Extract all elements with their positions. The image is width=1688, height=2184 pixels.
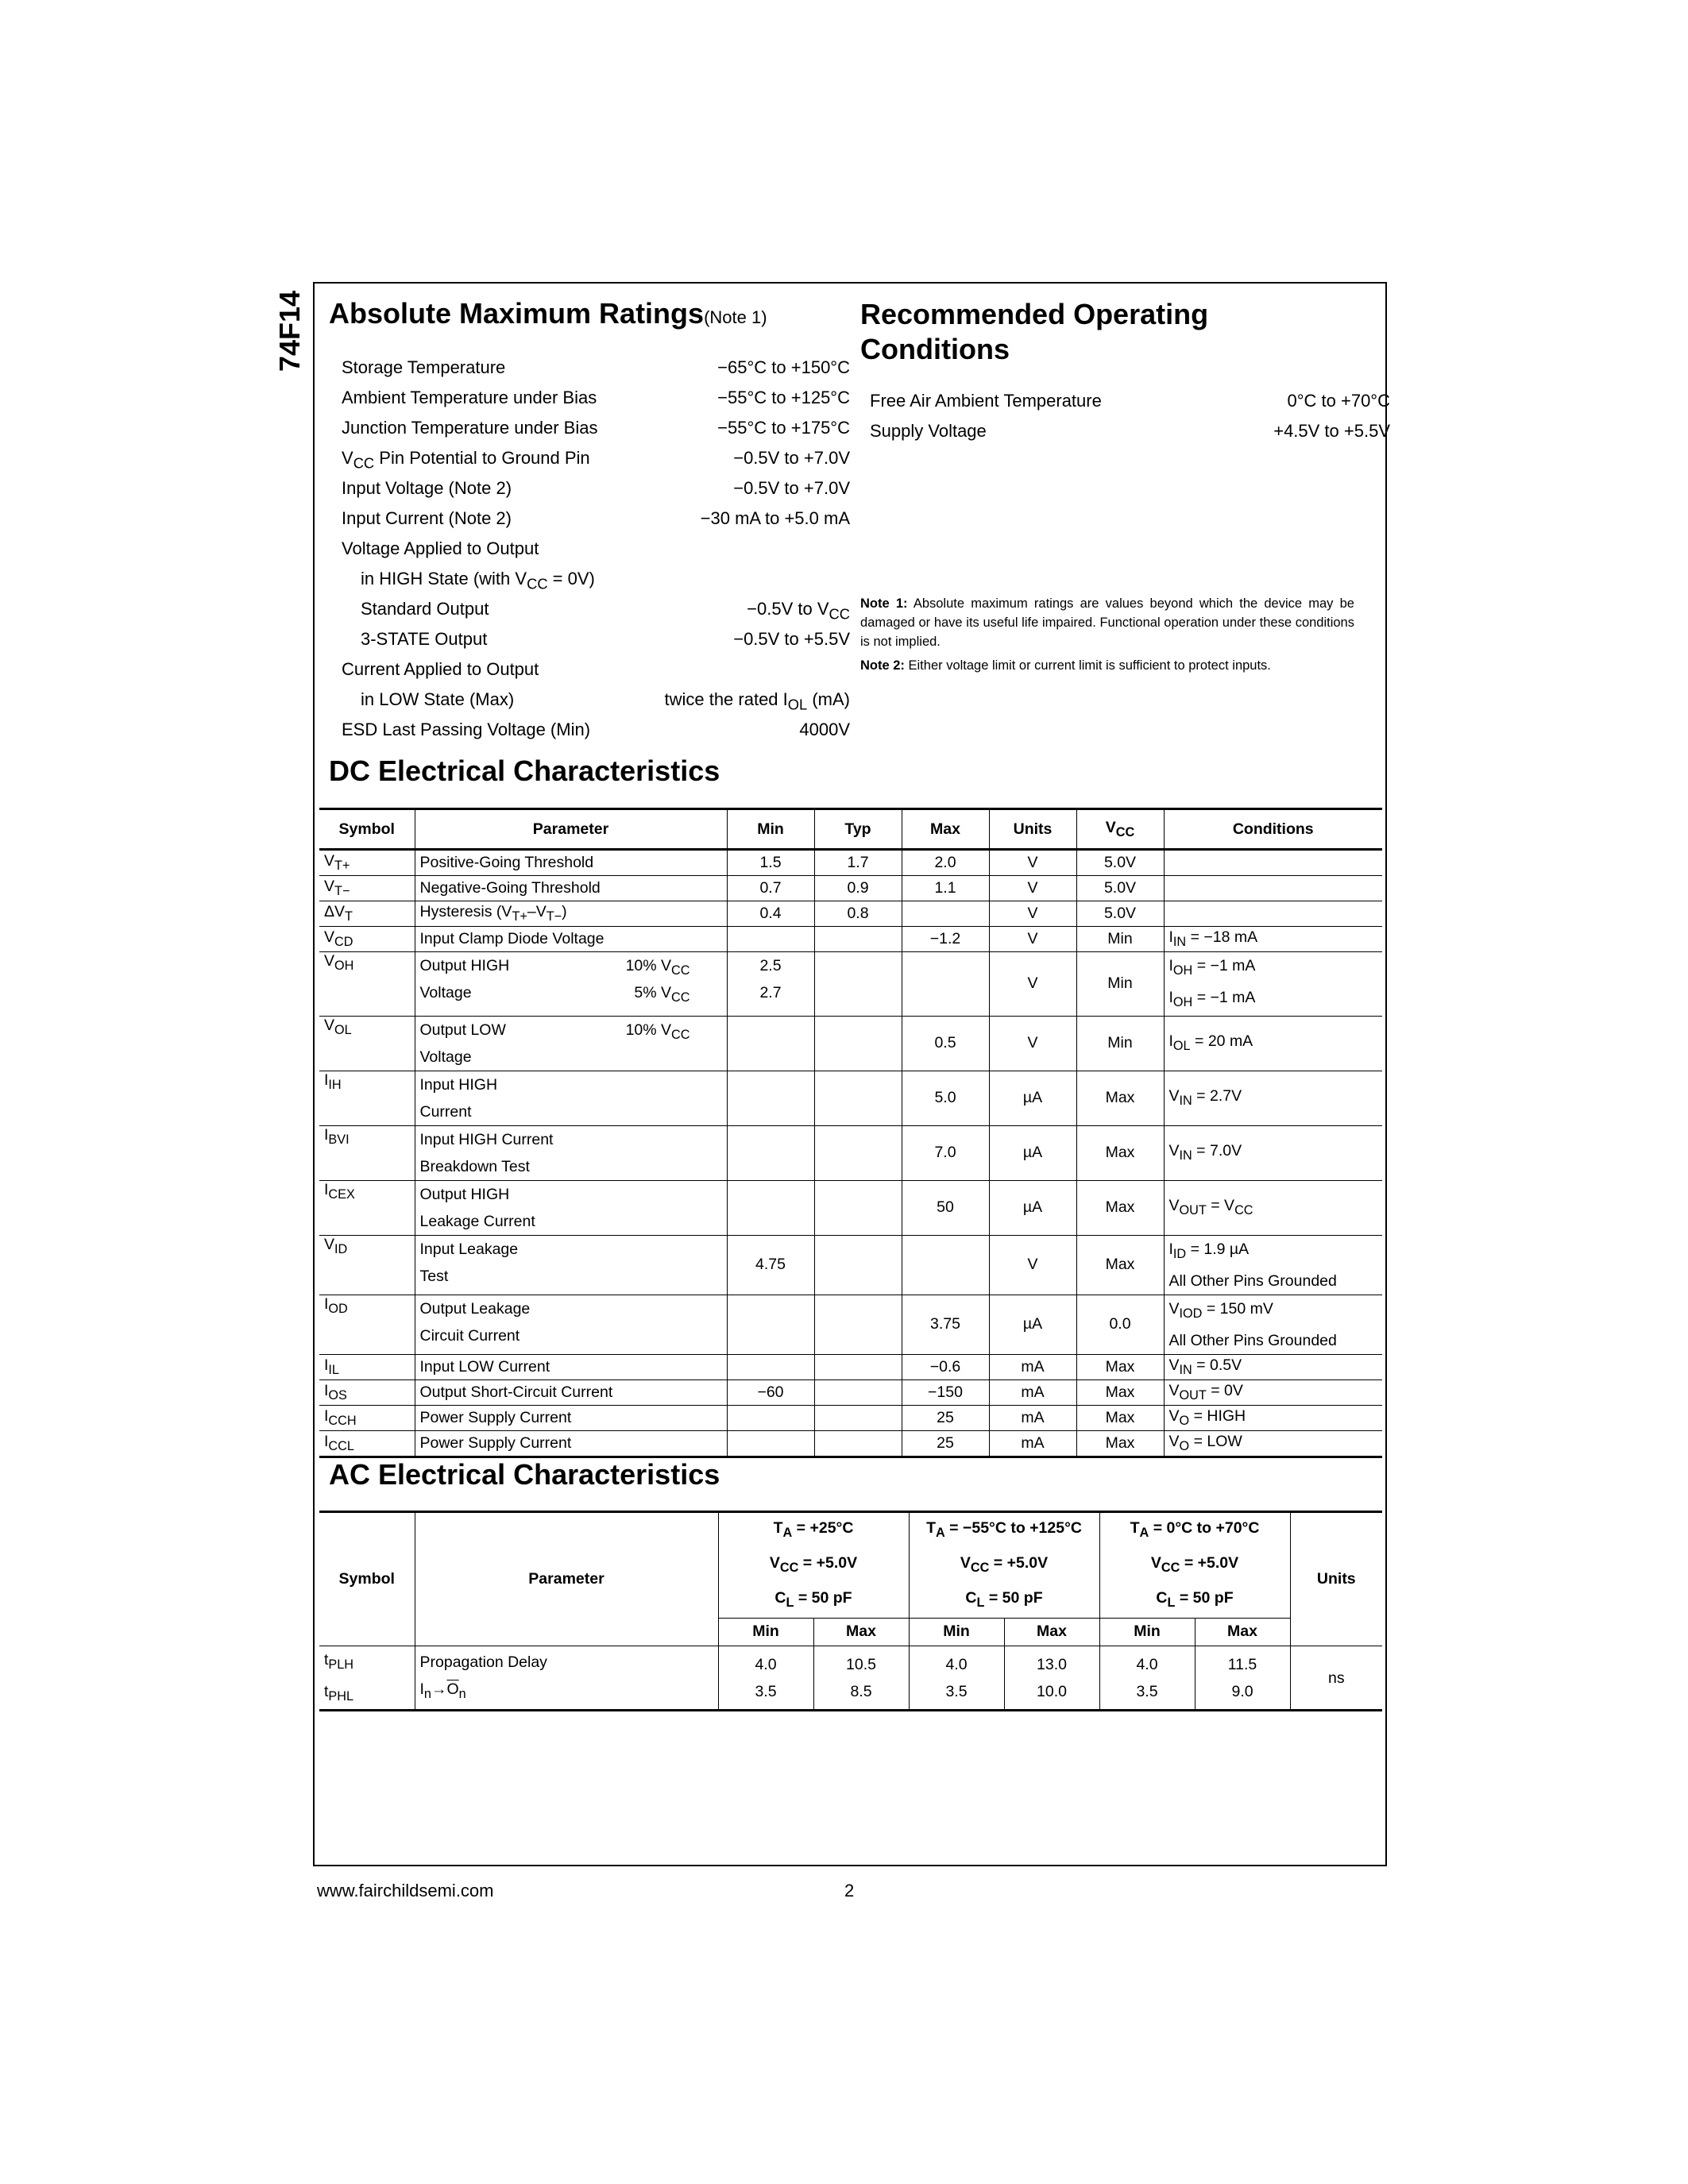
amr-title: Absolute Maximum Ratings(Note 1) (329, 297, 767, 330)
dc-symbol: $I_{IL}$ (319, 1354, 415, 1379)
dc-typ: 1.7 (814, 850, 902, 876)
dc-units: µA (989, 1295, 1076, 1354)
dc-min: 2.5 2.7 (727, 952, 814, 1017)
dc-header-max: Max (902, 809, 989, 850)
dc-conditions: $I_{OL} = 20$ mA (1164, 1016, 1382, 1071)
ac-header-condition-group: $T_A = -55^\circ C$ to +125°C $V_{CC} = +5.0V$ $C_L = 50$ pF (909, 1512, 1099, 1619)
dc-symbol: $I_{CCL}$ (319, 1430, 415, 1457)
notes (860, 594, 1354, 680)
ac-min-value: 4.0 3.5 (718, 1646, 813, 1711)
dc-typ (814, 1235, 902, 1295)
roc-value: 0°C to +70°C (1287, 391, 1390, 411)
table-row (319, 1180, 1382, 1235)
amr-value: −0.5V to +7.0V (733, 478, 850, 498)
table-row (319, 901, 1382, 927)
ac-header-parameter: Parameter (415, 1512, 718, 1646)
dc-parameter: Input HIGH Current Breakdown Test (415, 1125, 727, 1180)
roc-value: +4.5V to +5.5V (1273, 421, 1390, 441)
dc-max (902, 901, 989, 927)
dc-min: 1.5 (727, 850, 814, 876)
amr-label: Storage Temperature (342, 357, 506, 377)
amr-value: −55°C to +175°C (717, 418, 850, 438)
dc-parameter: Input LOW Current (415, 1354, 727, 1379)
dc-symbol: $V_{CD}$ (319, 927, 415, 952)
dc-typ (814, 1354, 902, 1379)
dc-min (727, 1405, 814, 1430)
dc-header-parameter: Parameter (415, 809, 727, 850)
dc-header-vcc: $V_{CC}$ (1076, 809, 1164, 850)
dc-max: 1.1 (902, 876, 989, 901)
dc-vcc: 5.0V (1076, 901, 1164, 927)
ac-symbol: $t_{PLH}$ $t_{PHL}$ (319, 1646, 415, 1711)
dc-vcc: Max (1076, 1235, 1164, 1295)
dc-symbol: $I_{OS}$ (319, 1379, 415, 1405)
part-number-side-title: 74F14 (273, 290, 306, 372)
ac-parameter: Propagation Delay $I_n\to\overline{O}_n$ (415, 1646, 718, 1711)
dc-units: µA (989, 1071, 1076, 1125)
amr-label: Junction Temperature under Bias (342, 418, 598, 438)
dc-conditions: $I_{ID} = 1.9$ µA All Other Pins Grounded (1164, 1235, 1382, 1295)
amr-label: Input Voltage (Note 2) (342, 478, 512, 498)
dc-typ (814, 927, 902, 952)
dc-conditions (1164, 850, 1382, 876)
dc-parameter: Input Leakage Test (415, 1235, 727, 1295)
dc-conditions (1164, 901, 1382, 927)
ac-header-max: Max (1004, 1618, 1099, 1646)
dc-max: 2.0 (902, 850, 989, 876)
table-row (319, 1125, 1382, 1180)
dc-parameter: Output HIGH Leakage Current (415, 1180, 727, 1235)
dc-max (902, 1235, 989, 1295)
dc-header-conditions: Conditions (1164, 809, 1382, 850)
dc-parameter: Negative-Going Threshold (415, 876, 727, 901)
table-row (319, 1430, 1382, 1457)
amr-value: −0.5V to $V_{CC}$ (747, 599, 850, 623)
dc-vcc: Min (1076, 952, 1164, 1017)
amr-value: twice the rated $I_{OL}$ (mA) (664, 689, 850, 713)
dc-conditions: $V_{OUT} = V_{CC}$ (1164, 1180, 1382, 1235)
dc-max: 0.5 (902, 1016, 989, 1071)
amr-value: 4000V (799, 720, 850, 739)
dc-conditions: $I_{OH} = -1$ mA $I_{OH} = -1$ mA (1164, 952, 1382, 1017)
table-row (319, 927, 1382, 952)
dc-header-row (319, 809, 1382, 850)
amr-label: Standard Output (361, 599, 489, 619)
note-1: Note 1: Absolute maximum ratings are values beyond which the device may be damaged or have its useful life impaired. Functional operation under these conditions is not implied. (860, 596, 1354, 649)
dc-min: 4.75 (727, 1235, 814, 1295)
dc-symbol: $I_{BVI}$ (319, 1125, 415, 1180)
ac-header-symbol: Symbol (319, 1512, 415, 1646)
dc-conditions: $V_{OUT} = 0V$ (1164, 1379, 1382, 1405)
dc-symbol: $V_{OH}$ (319, 952, 415, 1017)
dc-parameter: Output HIGH 10% $V_{CC}$ Voltage 5% $V_{CC}$ (415, 952, 727, 1017)
dc-units: V (989, 1016, 1076, 1071)
amr-label: Ambient Temperature under Bias (342, 388, 597, 407)
ac-header-units: Units (1290, 1512, 1382, 1646)
dc-symbol: $I_{CCH}$ (319, 1405, 415, 1430)
dc-vcc: Max (1076, 1405, 1164, 1430)
amr-value: −55°C to +125°C (717, 388, 850, 407)
dc-conditions: $V_{IN} = 2.7V$ (1164, 1071, 1382, 1125)
dc-units: mA (989, 1354, 1076, 1379)
table-row (319, 1295, 1382, 1354)
dc-typ (814, 1430, 902, 1457)
dc-conditions: $V_O$ = LOW (1164, 1430, 1382, 1457)
ac-title: AC Electrical Characteristics (329, 1458, 720, 1491)
dc-min: −60 (727, 1379, 814, 1405)
dc-min (727, 1430, 814, 1457)
amr-label: 3-STATE Output (361, 629, 488, 649)
dc-symbol: $I_{OD}$ (319, 1295, 415, 1354)
dc-parameter: Output LOW 10% $V_{CC}$ Voltage (415, 1016, 727, 1071)
dc-conditions (1164, 876, 1382, 901)
ac-header-max: Max (813, 1618, 909, 1646)
ac-max-value: 11.5 9.0 (1195, 1646, 1290, 1711)
dc-min (727, 927, 814, 952)
dc-symbol: $V_{T+}$ (319, 850, 415, 876)
dc-typ (814, 1405, 902, 1430)
dc-header-min: Min (727, 809, 814, 850)
dc-conditions: $V_{IN} = 0.5V$ (1164, 1354, 1382, 1379)
table-row (319, 1071, 1382, 1125)
dc-conditions: $V_O$ = HIGH (1164, 1405, 1382, 1430)
table-row (319, 952, 1382, 1017)
dc-header-units: Units (989, 809, 1076, 850)
dc-parameter: Power Supply Current (415, 1430, 727, 1457)
amr-label: Voltage Applied to Output (342, 538, 539, 558)
dc-max: 3.75 (902, 1295, 989, 1354)
dc-max: 5.0 (902, 1071, 989, 1125)
amr-value: −0.5V to +7.0V (733, 448, 850, 468)
dc-max: −1.2 (902, 927, 989, 952)
table-row (319, 1646, 1382, 1711)
ac-header-row (319, 1512, 1382, 1619)
ac-header-min: Min (909, 1618, 1004, 1646)
dc-typ: 0.9 (814, 876, 902, 901)
dc-symbol: $I_{IH}$ (319, 1071, 415, 1125)
dc-min: 0.4 (727, 901, 814, 927)
dc-vcc: 5.0V (1076, 876, 1164, 901)
amr-label: ESD Last Passing Voltage (Min) (342, 720, 591, 739)
ac-min-value: 4.0 3.5 (1099, 1646, 1195, 1711)
dc-parameter: Hysteresis $(V_{T+}-V_{T-})$ (415, 901, 727, 927)
dc-units: V (989, 901, 1076, 927)
dc-units: V (989, 927, 1076, 952)
amr-label: $V_{CC}$ Pin Potential to Ground Pin (342, 448, 590, 472)
dc-units: mA (989, 1430, 1076, 1457)
ac-header-max: Max (1195, 1618, 1290, 1646)
dc-parameter: Positive-Going Threshold (415, 850, 727, 876)
ac-header-min: Min (718, 1618, 813, 1646)
dc-units: V (989, 850, 1076, 876)
dc-symbol: $V_{T-}$ (319, 876, 415, 901)
dc-typ (814, 952, 902, 1017)
amr-label: Current Applied to Output (342, 659, 539, 679)
dc-symbol: $I_{CEX}$ (319, 1180, 415, 1235)
dc-vcc: 5.0V (1076, 850, 1164, 876)
dc-table (319, 808, 1382, 1458)
amr-value: −30 mA to +5.0 mA (700, 508, 850, 528)
dc-vcc: Max (1076, 1354, 1164, 1379)
dc-max: 25 (902, 1430, 989, 1457)
dc-title: DC Electrical Characteristics (329, 754, 720, 787)
dc-vcc: Min (1076, 1016, 1164, 1071)
page-number: 2 (844, 1881, 855, 1900)
dc-min (727, 1016, 814, 1071)
dc-conditions: $V_{IN} = 7.0V$ (1164, 1125, 1382, 1180)
dc-symbol: $\Delta V_T$ (319, 901, 415, 927)
dc-vcc: Max (1076, 1430, 1164, 1457)
table-row (319, 1379, 1382, 1405)
dc-symbol: $V_{OL}$ (319, 1016, 415, 1071)
dc-parameter: Input HIGH Current (415, 1071, 727, 1125)
dc-units: µA (989, 1125, 1076, 1180)
ac-units: ns (1290, 1646, 1382, 1711)
table-row (319, 1235, 1382, 1295)
dc-min (727, 1354, 814, 1379)
dc-vcc: 0.0 (1076, 1295, 1164, 1354)
dc-typ (814, 1379, 902, 1405)
table-row (319, 1405, 1382, 1430)
note-2: Note 2: Either voltage limit or current limit is sufficient to protect inputs. (860, 658, 1271, 673)
dc-max: −0.6 (902, 1354, 989, 1379)
dc-units: mA (989, 1379, 1076, 1405)
ac-min-value: 4.0 3.5 (909, 1646, 1004, 1711)
dc-min (727, 1125, 814, 1180)
dc-vcc: Min (1076, 927, 1164, 952)
dc-symbol: $V_{ID}$ (319, 1235, 415, 1295)
table-row (319, 850, 1382, 876)
dc-min: 0.7 (727, 876, 814, 901)
dc-units: V (989, 876, 1076, 901)
table-row (319, 1354, 1382, 1379)
footer-url[interactable]: www.fairchildsemi.com (317, 1881, 494, 1900)
dc-conditions: $V_{IOD} = 150$ mV All Other Pins Grounded (1164, 1295, 1382, 1354)
ac-header-condition-group: $T_A = +25^\circ C$ $V_{CC} = +5.0V$ $C_L = 50$ pF (718, 1512, 909, 1619)
dc-typ (814, 1295, 902, 1354)
dc-parameter: Output Short-Circuit Current (415, 1379, 727, 1405)
ac-header-min: Min (1099, 1618, 1195, 1646)
ac-max-value: 10.5 8.5 (813, 1646, 909, 1711)
dc-typ (814, 1016, 902, 1071)
dc-max: 25 (902, 1405, 989, 1430)
dc-typ (814, 1071, 902, 1125)
dc-max (902, 952, 989, 1017)
amr-label: in LOW State (Max) (361, 689, 515, 709)
dc-units: V (989, 1235, 1076, 1295)
roc-label: Supply Voltage (870, 421, 987, 441)
dc-vcc: Max (1076, 1379, 1164, 1405)
dc-units: mA (989, 1405, 1076, 1430)
dc-header-typ: Typ (814, 809, 902, 850)
dc-units: µA (989, 1180, 1076, 1235)
table-row (319, 1016, 1382, 1071)
table-row (319, 876, 1382, 901)
dc-typ (814, 1180, 902, 1235)
dc-conditions: $I_{IN} = -18$ mA (1164, 927, 1382, 952)
ac-max-value: 13.0 10.0 (1004, 1646, 1099, 1711)
roc-title: Recommended Operating Conditions (860, 298, 1209, 365)
dc-min (727, 1071, 814, 1125)
dc-typ: 0.8 (814, 901, 902, 927)
dc-vcc: Max (1076, 1125, 1164, 1180)
ac-header-condition-group: $T_A = 0^\circ C$ to +70°C $V_{CC} = +5.0V$ $C_L = 50$ pF (1099, 1512, 1290, 1619)
dc-min (727, 1295, 814, 1354)
dc-typ (814, 1125, 902, 1180)
dc-max: 50 (902, 1180, 989, 1235)
dc-parameter: Power Supply Current (415, 1405, 727, 1430)
dc-vcc: Max (1076, 1180, 1164, 1235)
dc-header-symbol: Symbol (319, 809, 415, 850)
amr-label: Input Current (Note 2) (342, 508, 512, 528)
dc-parameter: Input Clamp Diode Voltage (415, 927, 727, 952)
amr-value: −0.5V to +5.5V (733, 629, 850, 649)
dc-max: −150 (902, 1379, 989, 1405)
dc-max: 7.0 (902, 1125, 989, 1180)
amr-value: −65°C to +150°C (717, 357, 850, 377)
dc-units: V (989, 952, 1076, 1017)
dc-parameter: Output Leakage Circuit Current (415, 1295, 727, 1354)
ac-table (319, 1511, 1382, 1711)
dc-vcc: Max (1076, 1071, 1164, 1125)
roc-label: Free Air Ambient Temperature (870, 391, 1102, 411)
dc-min (727, 1180, 814, 1235)
amr-label: in HIGH State (with $V_{CC} = 0V$) (361, 569, 595, 592)
